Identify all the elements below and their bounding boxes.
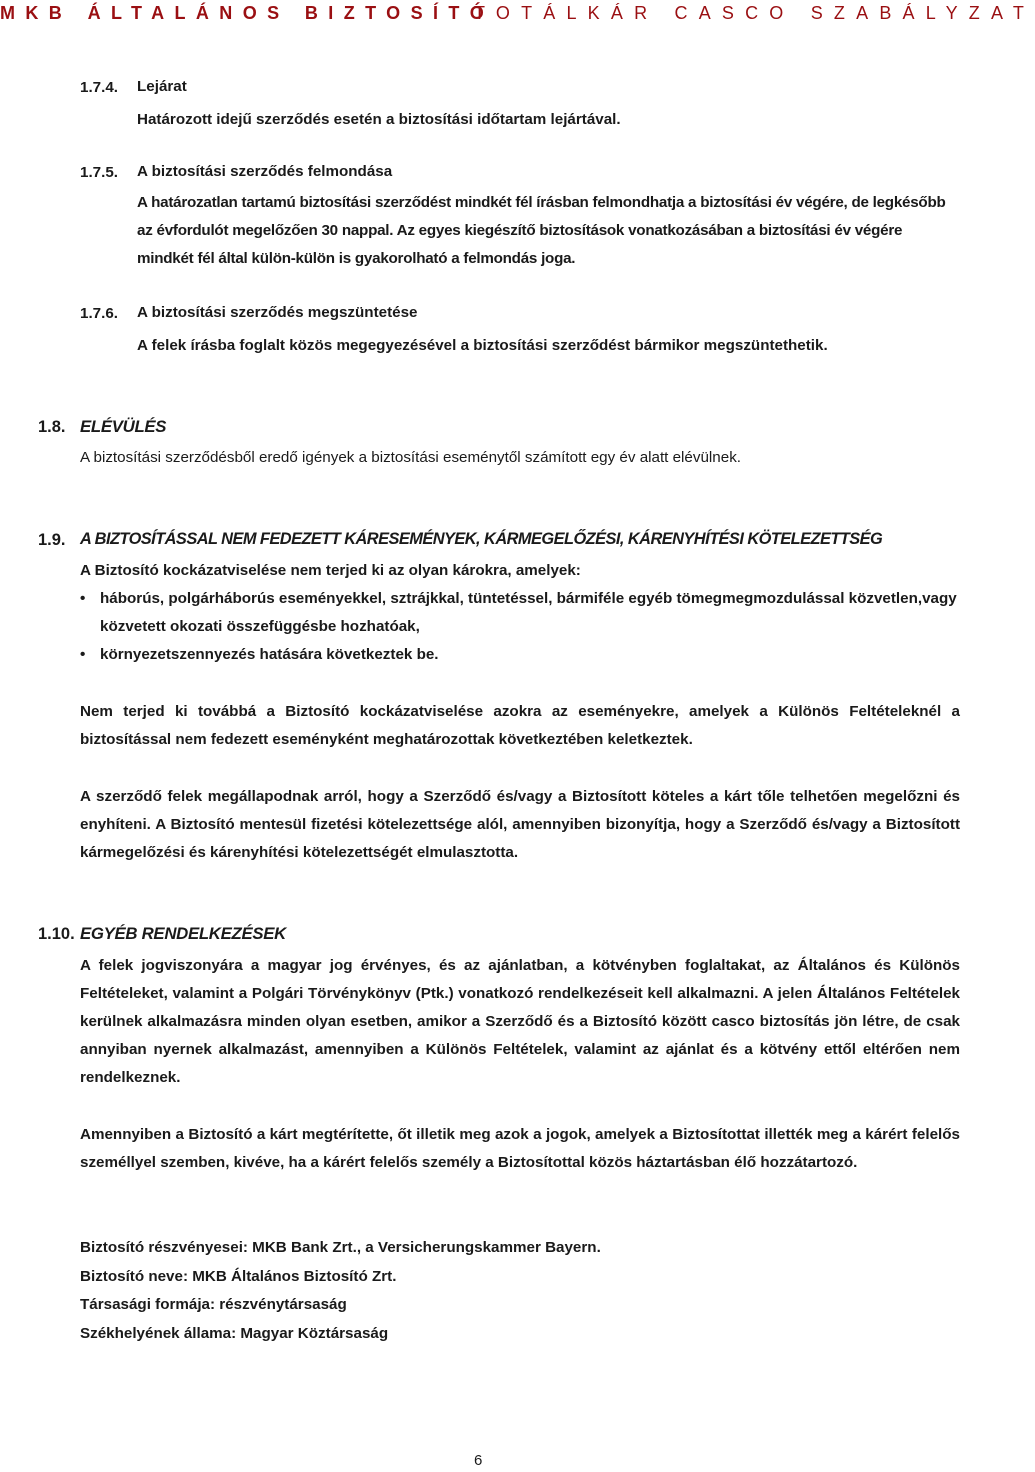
header-document-title: TOTÁLKÁR CASCO SZABÁLYZAT: [474, 3, 1035, 23]
list-item: • háborús, polgárháborús eseményekkel, sztrájkkal, tüntetéssel, bármiféle egyéb tömegmegmozdulással közvetlen,vagy közvetett okozati összefüggésbe hozhatóak,: [80, 585, 960, 641]
subsection-text: Határozott idejű szerződés esetén a biztosítási időtartam lejártával.: [137, 111, 621, 128]
subsection-number: 1.7.4.: [80, 79, 118, 96]
section-title: A BIZTOSÍTÁSSAL NEM FEDEZETT KÁRESEMÉNYEK, KÁRMEGELŐZÉSI, KÁRENYHÍTÉSI KÖTELEZETTSÉG: [80, 530, 883, 548]
section-number: 1.9.: [38, 531, 66, 549]
company-info: [80, 1234, 601, 1348]
section-paragraph: Amennyiben a Biztosító a kárt megtérítette, őt illetik meg azok a jogok, amelyek a Biztosítottat illették meg a kárért felelős személlyel szemben, kivéve, ha a kárért felelős személy a Biztosítottal közös háztartásban élő hozzátartozó.: [80, 1126, 960, 1171]
section-text: A biztosítási szerződésből eredő igények a biztosítási eseménytől számított egy év alatt elévülnek.: [80, 449, 742, 466]
section-title: ELÉVÜLÉS: [80, 417, 167, 436]
section-number: 1.10.: [38, 925, 75, 943]
info-line: Társasági formája: részvénytársaság: [80, 1296, 347, 1313]
subsection-number: 1.7.5.: [80, 164, 118, 181]
section-paragraph: A felek jogviszonyára a magyar jog érvényes, és az ajánlatban, a kötvényben foglaltakat, az Általános és Különös Feltételeket, valamint a Polgári Törvénykönyv (Ptk.) vonatkozó rendelkezéseit kell alkalmazni. A jelen Általános Feltételek kerülnek alkalmazásra minden olyan esetben, amikor a Szerződő és a Biztosító között casco biztosítás jön létre, de csak annyiban nyernek alkalmazást, amennyiben a Különös Feltételek, valamint az ajánlat és a kötvény ettől eltérően nem rendelkeznek.: [80, 957, 960, 1086]
section-number: 1.8.: [38, 418, 66, 436]
section-title: EGYÉB RENDELKEZÉSEK: [80, 924, 286, 943]
header-company: MKB ÁLTALÁNOS BIZTOSÍTÓ: [0, 3, 495, 23]
section-intro: A Biztosító kockázatviselése nem terjed ki az olyan károkra, amelyek:: [80, 562, 581, 579]
section-paragraph: A szerződő felek megállapodnak arról, hogy a Szerződő és/vagy a Biztosított köteles a kárt tőle telhetően megelőzni és enyhíteni. A Biztosító mentesül fizetési kötelezettsége alól, amennyiben bizonyítja, hogy a Szerződő és/vagy a Biztosított kármegelőzési és kárenyhítési kötelezettségét elmulasztotta.: [80, 788, 960, 861]
info-line: Biztosító neve: MKB Általános Biztosító Zrt.: [80, 1267, 397, 1285]
subsection-number: 1.7.6.: [80, 305, 118, 322]
page-number: 6: [474, 1452, 483, 1469]
section-paragraph: Nem terjed ki továbbá a Biztosító kockázatviselése azokra az eseményekre, amelyek a Különös Feltételeknél a biztosítással nem fedezett eseményként meghatározottak következtében keletkeztek.: [80, 703, 960, 748]
list-item: • környezetszennyezés hatására következtek be.: [80, 641, 960, 669]
info-line: Biztosító részvényesei: MKB Bank Zrt., a Versicherungskammer Bayern.: [80, 1239, 601, 1256]
info-line: Székhelyének állama: Magyar Köztársaság: [80, 1324, 389, 1342]
subsection-title: A biztosítási szerződés felmondása: [137, 163, 393, 180]
subsection-title: Lejárat: [137, 78, 187, 95]
exclusion-list: [80, 585, 960, 669]
subsection-text: A határozatlan tartamú biztosítási szerződést mindkét fél írásban felmondhatja a biztosítási év végére, de legkésőbb az évfordulót megelőzően 30 nappal. Az egyes kiegészítő biztosítások vonatkozásában a biztosítási év végére mindkét fél által külön-külön is gyakorolható a felmondás joga.: [137, 194, 946, 267]
subsection-title: A biztosítási szerződés megszüntetése: [137, 304, 418, 321]
document-header: [0, 3, 1035, 27]
subsection-text: A felek írásba foglalt közös megegyezésével a biztosítási szerződést bármikor megszüntethetik.: [137, 337, 828, 354]
